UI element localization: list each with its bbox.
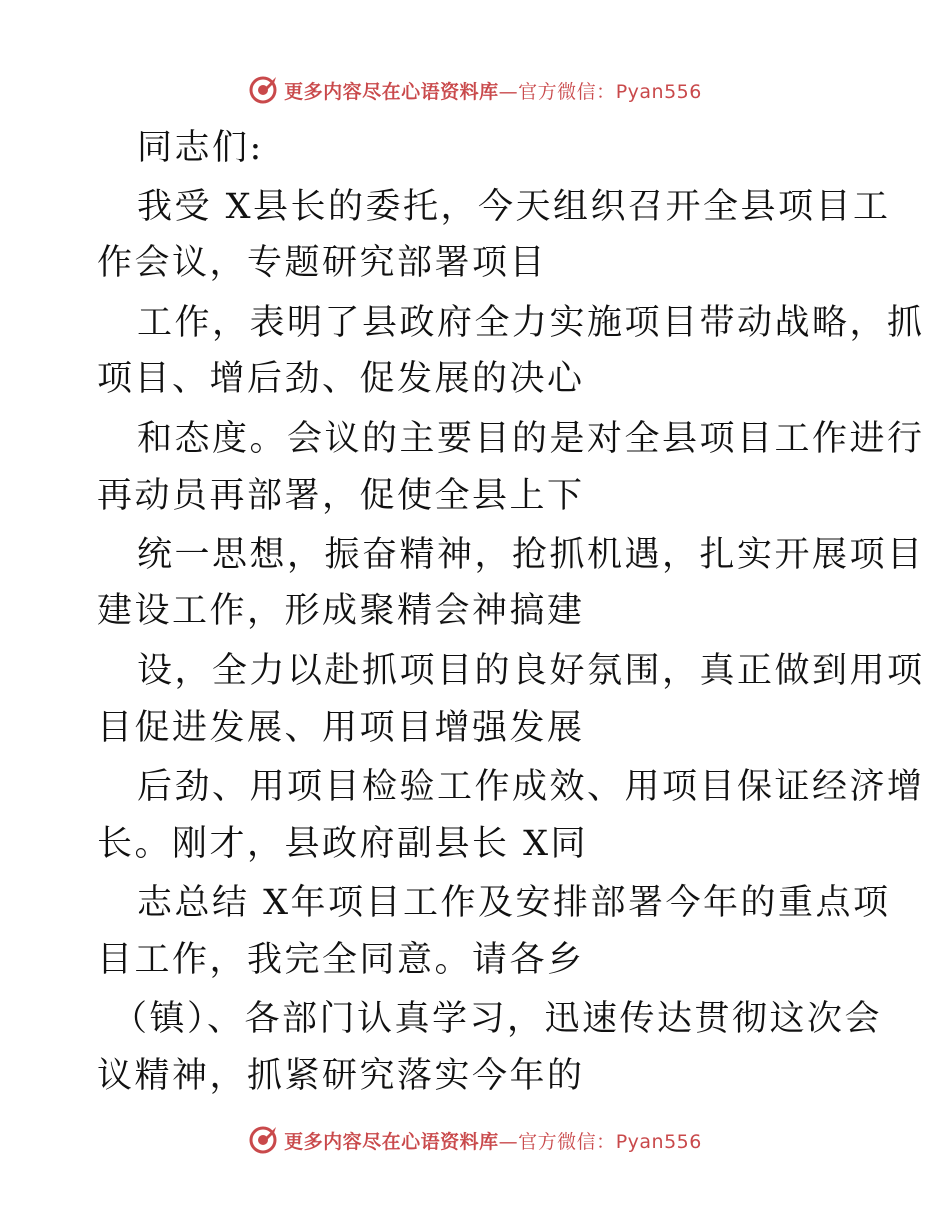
text-line: 议精神，抓紧研究落实今年的 [97, 1056, 585, 1096]
watermark-footer [0, 1120, 950, 1160]
watermark-brand: 更多内容尽在心语资料库 [284, 80, 499, 103]
watermark-text [284, 1127, 702, 1154]
text-line: 我受 X县长的委托，今天组织召开全县项目工 [137, 187, 891, 227]
watermark-dash: — [498, 80, 519, 103]
text-line: 工作，表明了县政府全力实施项目带动战略，抓 [137, 303, 925, 343]
text-line: 统一思想，振奋精神，抢抓机遇，扎实开展项目 [137, 535, 925, 575]
text-line: 目工作，我完全同意。请各乡 [97, 940, 585, 980]
text-line: 同志们: [137, 128, 264, 168]
watermark-wechat-id: Pyan556 [615, 1130, 702, 1153]
watermark-wechat-label: 官方微信： [518, 1130, 616, 1153]
watermark-brand: 更多内容尽在心语资料库 [284, 1130, 499, 1153]
text-line: 设，全力以赴抓项目的良好氛围，真正做到用项 [137, 651, 925, 691]
quill-logo-icon [248, 1125, 278, 1155]
text-line: 长。刚才，县政府副县长 X同 [97, 824, 589, 864]
text-line: 再动员再部署，促使全县上下 [97, 476, 585, 516]
text-line: 志总结 X年项目工作及安排部署今年的重点项 [137, 883, 891, 923]
watermark-dash: — [498, 1130, 519, 1153]
text-line: 建设工作，形成聚精会神搞建 [97, 591, 585, 631]
text-line: 和态度。会议的主要目的是对全县项目工作进行 [137, 419, 925, 459]
watermark-wechat-label: 官方微信： [518, 80, 616, 103]
text-line: 目促进发展、用项目增强发展 [97, 708, 585, 748]
text-line: 作会议，专题研究部署项目 [97, 243, 548, 283]
text-line: （镇）、各部门认真学习，迅速传达贯彻这次会 [112, 999, 883, 1039]
watermark-wechat-id: Pyan556 [615, 80, 702, 103]
text-line: 项目、增后劲、促发展的决心 [97, 359, 585, 399]
text-line: 后劲、用项目检验工作成效、用项目保证经济增 [137, 767, 925, 807]
